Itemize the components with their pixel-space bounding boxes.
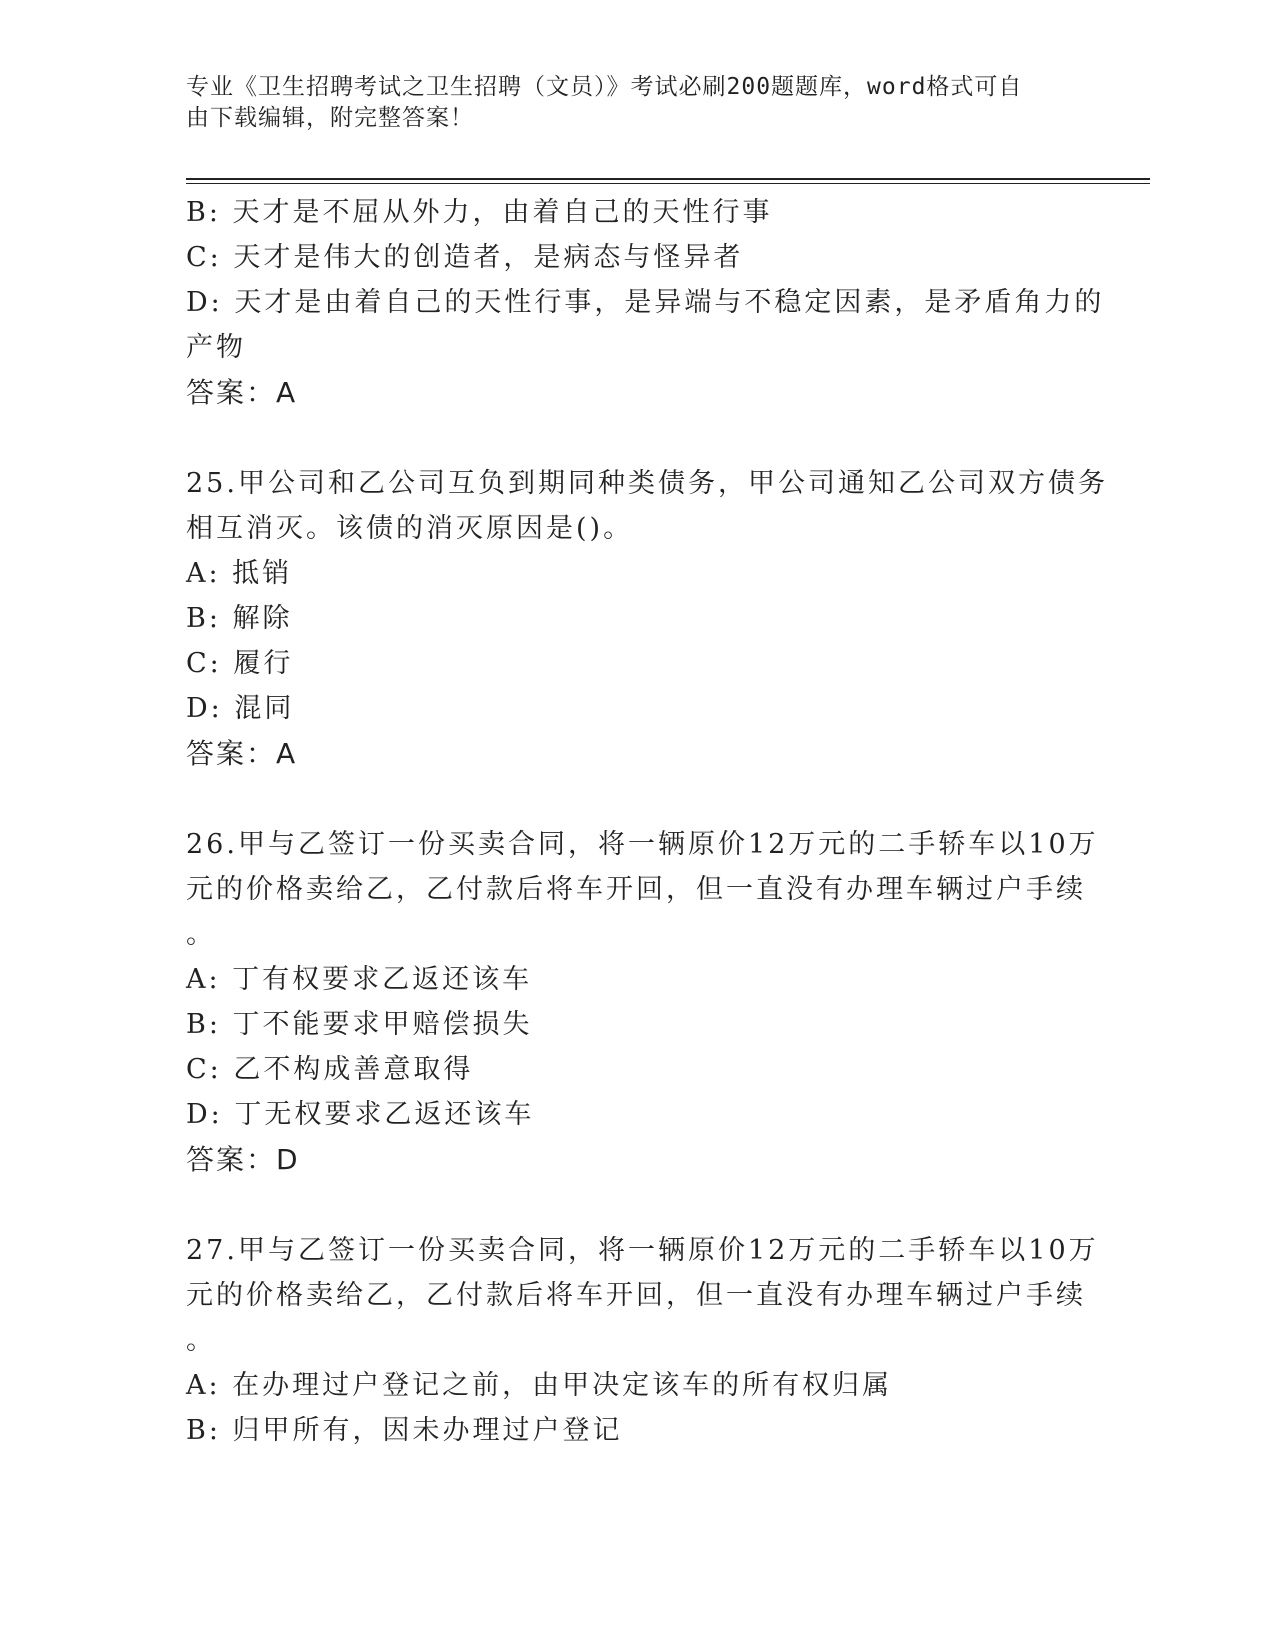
option-b: B: 丁不能要求甲赔偿损失 <box>186 1009 533 1040</box>
option-c: C: 履行 <box>186 648 294 679</box>
header-line-1: 专业《卫生招聘考试之卫生招聘（文员）》考试必刷200题题库，word格式可自 <box>186 74 1023 100</box>
option-b: B: 天才是不屈从外力，由着自己的天性行事 <box>186 197 773 228</box>
header-rule-thick <box>186 178 1150 180</box>
spacer <box>186 1182 1086 1228</box>
answer-line: 答案：A <box>186 376 298 409</box>
question-stem-continued: 元的价格卖给乙，乙付款后将车开回，但一直没有办理车辆过户手续 <box>186 874 1086 905</box>
answer-line: 答案：A <box>186 737 298 770</box>
question-24-tail <box>186 190 1105 415</box>
option-a: A: 在办理过户登记之前，由甲决定该车的所有权归属 <box>186 1370 893 1401</box>
question-25 <box>186 461 1108 776</box>
option-d-continued: 产物 <box>186 332 246 363</box>
option-a: A: 丁有权要求乙返还该车 <box>186 964 533 995</box>
header-rule-thin <box>186 183 1150 184</box>
question-27 <box>186 1228 1099 1453</box>
option-b: B: 归甲所有，因未办理过户登记 <box>186 1415 623 1446</box>
question-stem-period: 。 <box>186 919 216 950</box>
option-d: D: 丁无权要求乙返还该车 <box>186 1099 535 1130</box>
option-d: D: 天才是由着自己的天性行事，是异端与不稳定因素，是矛盾角力的 <box>186 287 1105 318</box>
option-c: C: 乙不构成善意取得 <box>186 1054 474 1085</box>
question-stem: 27.甲与乙签订一份买卖合同，将一辆原价12万元的二手轿车以10万 <box>186 1235 1099 1266</box>
question-content <box>186 190 1108 1453</box>
spacer <box>186 776 1086 822</box>
option-c: C: 天才是伟大的创造者，是病态与怪异者 <box>186 242 744 273</box>
document-header <box>186 72 1066 134</box>
header-line-2: 由下载编辑，附完整答案！ <box>186 105 474 131</box>
question-stem-continued: 相互消灭。该债的消灭原因是()。 <box>186 513 634 544</box>
question-26 <box>186 822 1099 1182</box>
question-stem-continued: 元的价格卖给乙，乙付款后将车开回，但一直没有办理车辆过户手续 <box>186 1280 1086 1311</box>
option-d: D: 混同 <box>186 693 295 724</box>
question-stem-period: 。 <box>186 1325 216 1356</box>
question-stem: 26.甲与乙签订一份买卖合同，将一辆原价12万元的二手轿车以10万 <box>186 829 1099 860</box>
option-a: A: 抵销 <box>186 558 293 589</box>
option-b: B: 解除 <box>186 603 293 634</box>
question-stem: 25.甲公司和乙公司互负到期同种类债务，甲公司通知乙公司双方债务 <box>186 468 1108 499</box>
spacer <box>186 415 1086 461</box>
answer-line: 答案：D <box>186 1143 300 1176</box>
